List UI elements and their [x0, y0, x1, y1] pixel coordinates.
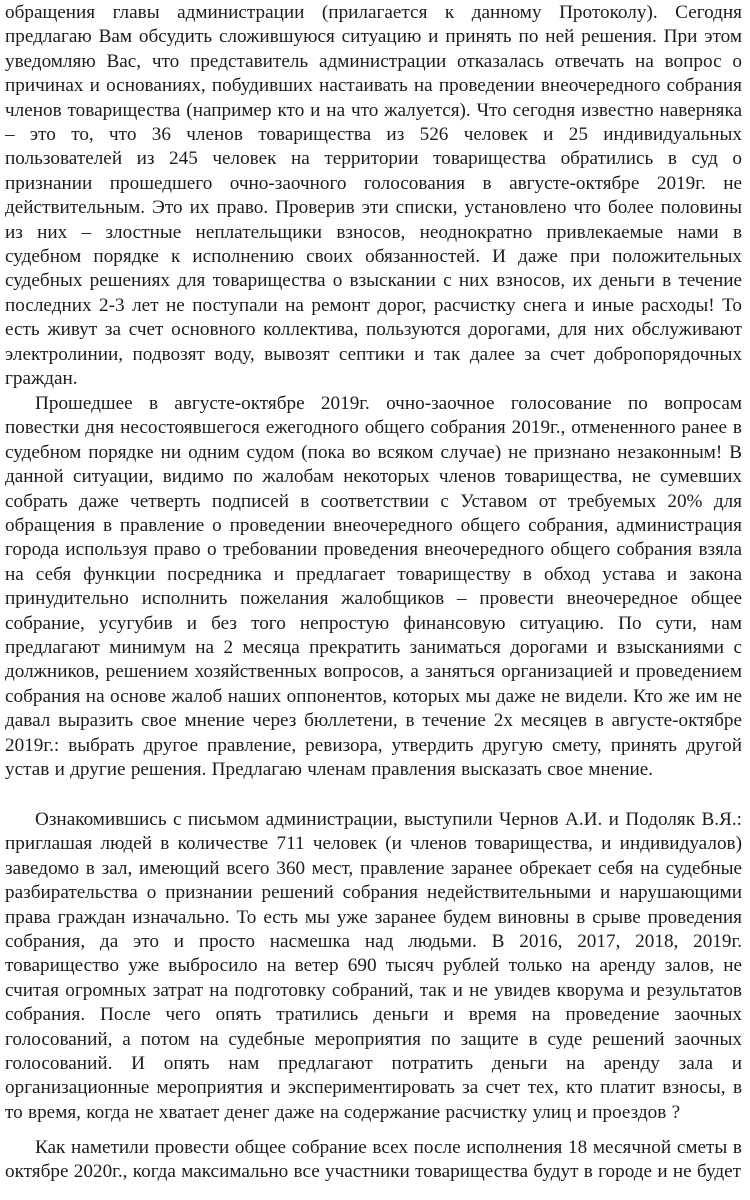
paragraph-general-meeting-plan: Как наметили провести общее собрание всех после исполнения 18 месячной сметы в октябре 2020г., когда максимально все участники товарищества будут в городе и не будет	[5, 1137, 742, 1183]
document-page	[5, 0, 742, 1200]
paragraph-administration-appeal: обращения главы администрации (прилагается к данному Протоколу). Сегодня предлагаю Вам обсудить сложившуюся ситуацию и принять по ней решения. При этом уведомляю Вас, что представитель администрации отказалась отвечать на вопрос о причинах и основаниях, побудивших настаивать на проведении внеочередного собрания членов товарищества (например кто и на что жалуется). Что сегодня известно наверняка – это то, что 36 членов товарищества из 526 человек и 25 индивидуальных пользователей из 245 человек на территории товарищества обратились в суд о признании прошедшего очно-заочного голосования в августе-октябре 2019г. не действительным. Это их право. Проверив эти списки, установлено что более половины из них – злостные неплательщики взносов, неоднократно привлекаемые нами в судебном порядке к исполнению своих обязанностей. И даже при положительных судебных решениях для товарищества о взыскании с них взносов, их деньги в течение последних 2-3 лет не поступали на ремонт дорог, расчистку снега и иные расходы! То есть живут за счет основного коллектива, пользуются дорогами, для них обслуживают электролинии, подвозят воду, вывозят септики и так далее за счет добропорядочных граждан.	[5, 2, 742, 390]
paragraph-voting-results: Прошедшее в августе-октябре 2019г. очно-заочное голосование по вопросам повестки дня несостоявшегося ежегодного общего собрания 2019г., отмененного ранее в судебном порядке ни одним судом (пока во всяком случае) не признано незаконным! В данной ситуации, видимо по жалобам некоторых членов товарищества, не сумевших собрать даже четверть подписей в соответствии с Уставом от требуемых 20% для обращения в правление о проведении внеочередного общего собрания, администрация города используя право о требовании проведения внеочередного общего собрания взяла на себя функции посредника и предлагает товариществу в обход устава и закона принудительно исполнить пожелания жалобщиков – провести внеочередное общее собрание, усугубив и без того непростую финансовую ситуацию. По сути, нам предлагают минимум на 2 месяца прекратить заниматься дорогами и взысканиями с должников, решением хозяйственных вопросов, а заняться организацией и проведением собрания на основе жалоб наших оппонентов, которых мы даже не видели. Кто же им не давал выразить свое мнение через бюллетени, в течение 2х месяцев в августе-октябре 2019г.: выбрать другое правление, ревизора, утвердить другую смету, принять другой устав и другие решения. Предлагаю членам правления высказать свое мнение.	[5, 393, 742, 781]
paragraph-speakers-opinion: Ознакомившись с письмом администрации, выступили Чернов А.И. и Подоляк В.Я.: приглашая людей в количестве 711 человек (и членов товарищества, и индивидуалов) заведомо в зал, имеющий всего 360 мест, правление заранее обрекает себя на судебные разбирательства о признании решений собрания недействительными и нарушающими права граждан изначально. То есть мы уже заранее будем виновны в срыве проведения собрания, да это и просто насмешка над людьми. В 2016, 2017, 2018, 2019г. товарищество уже выбросило на ветер 690 тысяч рублей только на аренду залов, не считая огромных затрат на подготовку собраний, так и не увидев кворума и результатов собрания. После чего опять тратились деньги и время на проведение заочных голосований, а потом на судебные мероприятия по защите в суде решений заочных голосований. И опять нам предлагают потратить деньги на аренду зала и организационные мероприятия и экспериментировать за счет тех, кто платит взносы, в то время, когда не хватает денег даже на содержание расчистку улиц и проездов ?	[5, 809, 742, 1123]
